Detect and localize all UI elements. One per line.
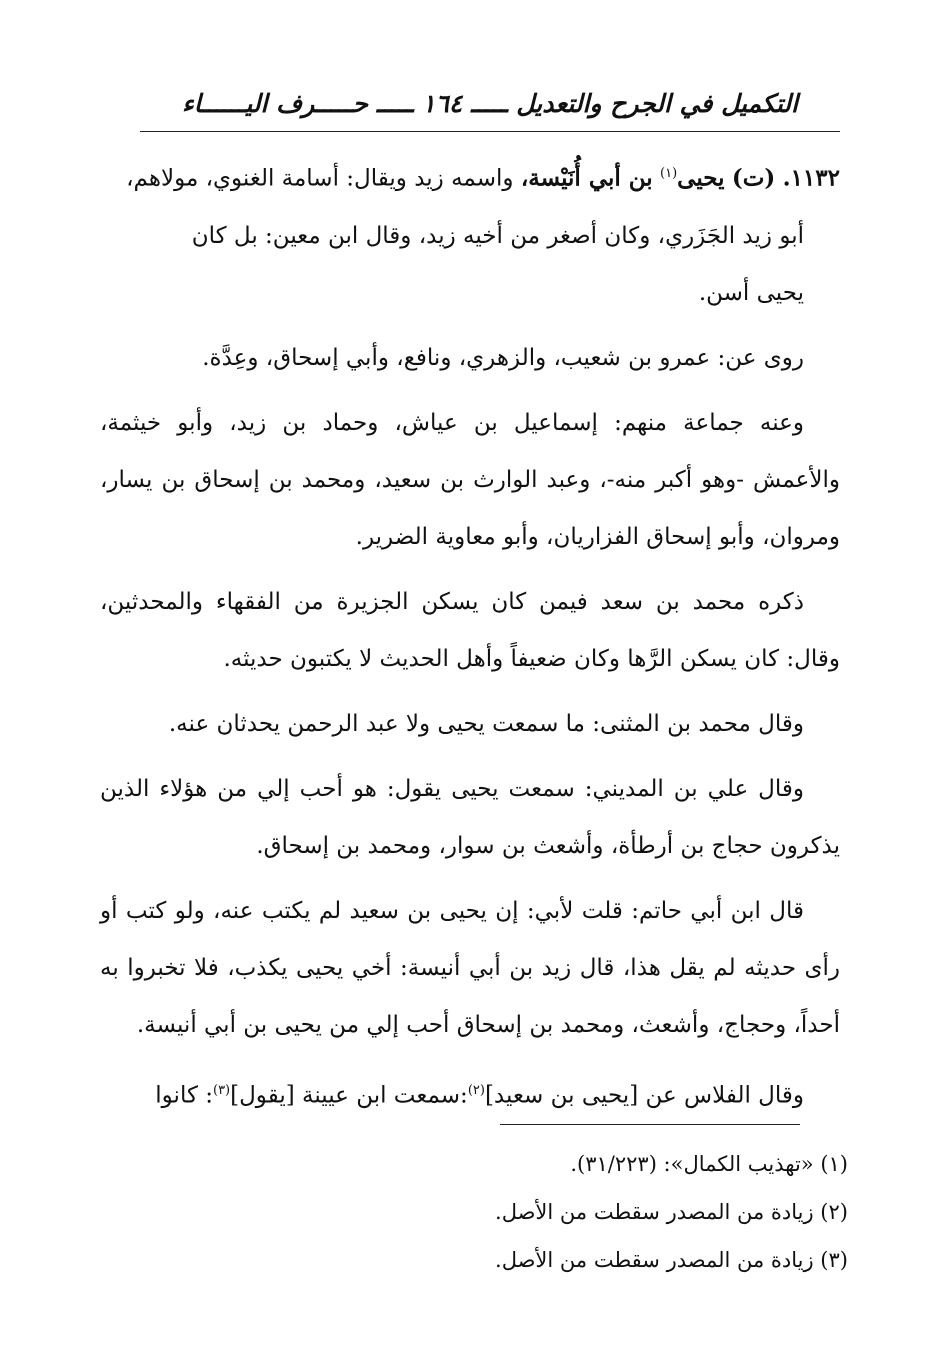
paragraph-fallas <box>100 1062 840 1125</box>
entry-lineage: بن أبي أُنَيْسة، <box>520 164 653 192</box>
entry-code: (ت) <box>731 164 776 192</box>
page-body <box>100 145 840 1132</box>
entry-continuation-1: أبو زيد الجَزَري، وكان أصغر من أخيه زيد، وقال ابن معين: بل كان <box>191 222 804 249</box>
entry-number: ١١٣٢. <box>782 164 840 192</box>
paragraph-ibn-madini: وقال علي بن المديني: سمعت يحيى يقول: هو أحب إلي من هؤلاء الذين يذكرون حجاج بن أرطأة، وأشعث بن سوار، ومحمد بن إسحاق. <box>100 775 840 859</box>
footnote-ref-3: (٣) <box>212 1082 231 1098</box>
footnote-3: (٣) زيادة من المصدر سقطت من الأصل. <box>495 1248 848 1272</box>
entry-paragraph <box>100 145 840 322</box>
footnote-ref-2: (٢) <box>467 1082 485 1098</box>
entry-intro: واسمه زيد ويقال: أسامة الغنوي، مولاهم، <box>126 165 514 192</box>
entry-continuation-2: يحيى أسن. <box>698 279 804 306</box>
footnote-1: (١) «تهذيب الكمال»: (٣١/٢٢٣). <box>570 1152 848 1176</box>
footnote-2: (٢) زيادة من المصدر سقطت من الأصل. <box>495 1200 848 1224</box>
fallas-text-1: وقال الفلاس عن [يحيى بن سعيد] <box>484 1082 804 1109</box>
footnote-rule <box>500 1124 800 1125</box>
fallas-text-2: :سمعت ابن عيينة [يقول] <box>230 1082 468 1109</box>
footnote-ref-1: (١) <box>660 166 678 181</box>
paragraph-ibn-muthanna: وقال محمد بن المثنى: ما سمعت يحيى ولا عبد الرحمن يحدثان عنه. <box>168 710 804 737</box>
paragraph-narrated-from: روى عن: عمرو بن شعيب، والزهري، ونافع، وأبي إسحاق، وعِدَّة. <box>202 344 804 371</box>
fallas-text-3: : كانوا <box>155 1082 213 1109</box>
footnotes <box>300 1140 848 1284</box>
paragraph-ibn-saad: ذكره محمد بن سعد فيمن كان يسكن الجزيرة من الفقهاء والمحدثين، وقال: كان يسكن الرَّها وكان ضعيفاً وأهل الحديث لا يكتبون حديثه. <box>100 588 840 672</box>
header-rule <box>140 131 840 132</box>
entry-name: يحيى <box>677 164 725 192</box>
paragraph-narrators: وعنه جماعة منهم: إسماعيل بن عياش، وحماد بن زيد، وأبو خيثمة، والأعمش -وهو أكبر منه-، وعبد الوارث بن سعيد، ومحمد بن إسحاق بن يسار، ومروان، وأبو إسحاق الفزاريان، وأبو معاوية الضرير. <box>100 409 840 550</box>
running-header: التكميل في الجرح والتعديل ـــــ ١٦٤ ـــــ حـــــرف اليــــــاء <box>182 89 798 118</box>
paragraph-ibn-abi-hatim: قال ابن أبي حاتم: قلت لأبي: إن يحيى بن سعيد لم يكتب عنه، ولو كتب أو رأى حديثه لم يقل هذا، قال زيد بن أبي أنيسة: أخي يحيى يكذب، فلا تخبروا به أحداً، وحجاج، وأشعث، ومحمد بن إسحاق أحب إلي من يحيى بن أبي أنيسة. <box>100 897 840 1038</box>
